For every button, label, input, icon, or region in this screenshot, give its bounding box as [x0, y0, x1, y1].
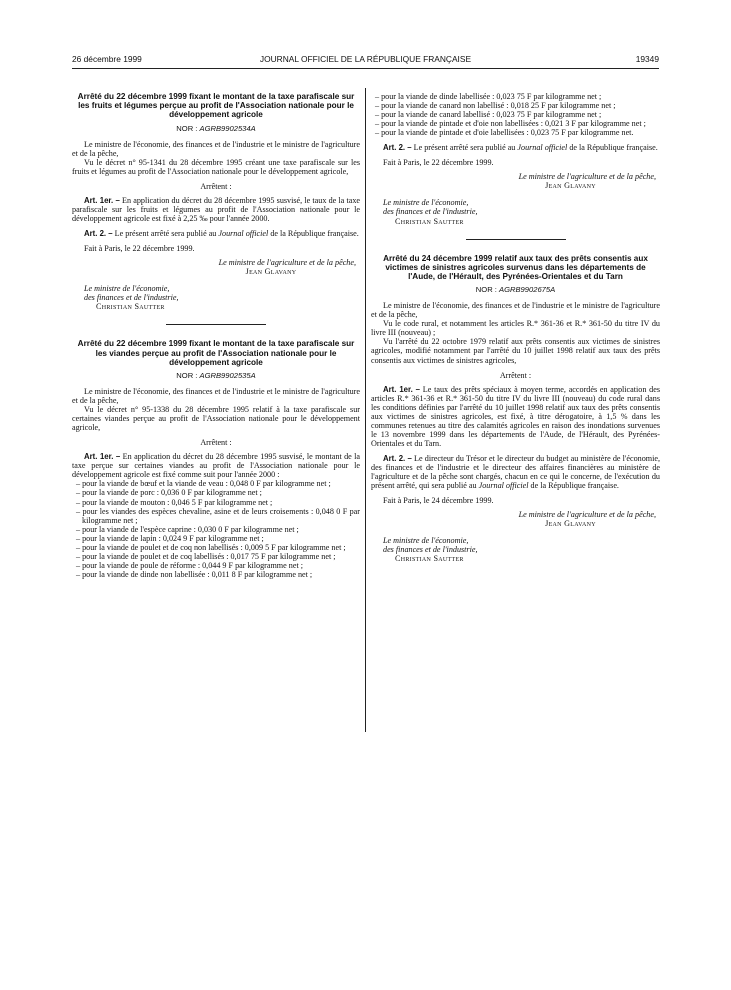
signatory-title: des finances et de l'industrie,	[383, 207, 478, 217]
arretent: Arrêtent :	[200, 438, 232, 448]
article-text: En application du décret du 28 décembre 1995 susvisé, le montant de la taxe perçue sur certaines viandes au profit de l'Association nationale pour le développement agricole est fixé comme suit pour l'année 2000 :	[72, 452, 361, 480]
nor-label: NOR :	[475, 285, 497, 295]
nor-label: NOR :	[176, 370, 198, 380]
signatory-title: Le ministre de l'économie,	[383, 198, 469, 208]
fait-a-paris: Fait à Paris, le 24 décembre 1999.	[383, 496, 494, 506]
rate-text: pour la viande de porc : 0,036 0 F par kilogramme net ;	[82, 488, 262, 498]
article-label: Art. 1er. –	[84, 195, 120, 205]
visa: Vu le décret n° 95-1341 du 28 décembre 1995 créant une taxe parafiscale sur les fruits et légumes au profit de l'Association nationale pour le développement agricole,	[72, 157, 360, 176]
article-2	[371, 143, 660, 152]
section-divider	[466, 239, 566, 240]
signatory-title: des finances et de l'industrie,	[84, 293, 179, 303]
rate-text: pour la viande de dinde labellisée : 0,023 75 F par kilogramme net ;	[381, 92, 602, 101]
article-text: Le directeur du Trésor et le directeur du budget au ministère de l'économie, des finances et de l'industrie et le directeur des affaires financières au ministère de l'agriculture et de la pêche sont chargés, chacun en ce qui le concerne, de l'exécution du présent arrêté, qui sera publié au	[371, 453, 660, 491]
rate-list	[72, 479, 360, 579]
fait-a-paris: Fait à Paris, le 22 décembre 1999.	[383, 158, 494, 168]
decree-title: Arrêté du 22 décembre 1999 fixant le montant de la taxe parafiscale sur les viandes perçue au profit de l'Association nationale pour le développement agricole	[77, 339, 355, 367]
decree-fruits-legumes	[72, 92, 360, 311]
signatory-title: Le ministre de l'agriculture et de la pêche,	[518, 172, 656, 182]
journal-officiel-ref: Journal officiel	[478, 481, 529, 491]
nor-label: NOR :	[176, 123, 198, 133]
article-label: Art. 2. –	[84, 229, 113, 239]
preamble: Le ministre de l'économie, des finances et de l'industrie et le ministre de l'agriculture et de la pêche,	[72, 387, 360, 406]
article-1	[72, 452, 360, 479]
section-divider	[166, 324, 266, 325]
article-text: Le présent arrêté sera publié au	[413, 143, 516, 153]
decree-viandes	[72, 339, 360, 579]
nor-code: AGRB9902535A	[199, 370, 256, 380]
rate-item: – pour la viande de pintade et d'oie labellisées : 0,023 75 F par kilogramme net.	[375, 128, 634, 138]
rate-item: – pour la viande de canard labellisé : 0,023 75 F par kilogramme net ;	[375, 110, 602, 120]
rate-item: – pour la viande de l'espèce caprine : 0,030 0 F par kilogramme net ;	[76, 524, 299, 534]
rate-item: – pour la viande de poulet et de coq labellisés : 0,017 75 F par kilogramme net ;	[76, 551, 336, 561]
visa: Vu l'arrêté du 22 octobre 1979 relatif aux prêts consentis aux victimes de sinistres agricoles, modifié notamment par l'arrêté du 10 juillet 1998 relatif aux taux des prêts consentis aux victimes de sinistres agricoles,	[371, 337, 660, 365]
fait-a-paris: Fait à Paris, le 22 décembre 1999.	[84, 244, 195, 254]
running-header	[72, 54, 659, 68]
preamble: Le ministre de l'économie, des finances et de l'industrie et le ministre de l'agriculture et de la pêche,	[72, 139, 360, 158]
rate-text: pour la viande de pintade et d'oie non labellisées : 0,021 3 F par kilogramme net ;	[381, 119, 646, 129]
left-column	[72, 92, 360, 579]
rate-item: – pour les viandes des espèces chevaline, asine et de leurs croisements : 0,048 0 F par kilogramme net ;	[76, 506, 360, 525]
signatory-title: Le ministre de l'agriculture et de la pêche,	[518, 510, 656, 520]
rate-text: pour la viande de poulet et de coq labellisés : 0,017 75 F par kilogramme net ;	[82, 551, 336, 561]
rate-text: pour la viande de mouton : 0,046 5 F par kilogramme net ;	[82, 497, 273, 507]
signatory-name: Jean Glavany	[245, 267, 297, 277]
nor-code: AGRB9902534A	[199, 123, 256, 133]
nor-code: AGRB9902675A	[499, 285, 556, 295]
article-1	[371, 385, 660, 448]
signatory-title: Le ministre de l'économie,	[84, 284, 170, 294]
article-text: En application du décret du 28 décembre 1995 susvisé, le taux de la taxe parafiscale sur les fruits et légumes au profit de l'Association nationale pour le développement agricole est fixé à 2,25 ‰ pour l'année 2000.	[72, 195, 360, 223]
rate-list-continued	[371, 92, 660, 137]
right-column	[371, 92, 660, 563]
rate-text: pour les viandes des espèces chevaline, asine et de leurs croisements : 0,048 0 F par kilogramme net ;	[82, 506, 360, 525]
article-text: de la République française.	[530, 481, 619, 491]
article-text: Le taux des prêts spéciaux à moyen terme, accordés en application des articles R.* 361-36 et R.* 361-50 du titre IV du livre III (nouveau) du code rural dans les conditions définies par l'arrêté du 10 juillet 1998 relatif aux taux des prêts consentis aux victimes de sinistres agricoles, est fixé, à titre dérogatoire, à 1,5 % dans les communes retenues au titre des calamités agricoles en raison des inondations survenues le 13 novembre 1999 dans les départements de l'Aude, de l'Hérault, des Pyrénées-Orientales et du Tarn.	[371, 384, 660, 448]
header-page-number: 19349	[635, 54, 659, 64]
rate-item: – pour la viande de dinde labellisée : 0,023 75 F par kilogramme net ;	[375, 92, 602, 101]
journal-officiel-ref: Journal officiel	[517, 143, 568, 153]
rate-item: – pour la viande de canard non labellisé : 0,018 25 F par kilogramme net ;	[375, 101, 616, 111]
article-text: Le présent arrêté sera publié au	[114, 229, 217, 239]
visa: Vu le code rural, et notamment les articles R.* 361-36 et R.* 361-50 du titre IV du livre III (nouveau) ;	[371, 319, 660, 338]
rate-text: pour la viande de l'espèce caprine : 0,030 0 F par kilogramme net ;	[82, 524, 299, 534]
nor-reference	[72, 124, 360, 133]
article-label: Art. 2. –	[383, 453, 412, 463]
rate-text: pour la viande de canard labellisé : 0,023 75 F par kilogramme net ;	[381, 110, 602, 120]
rate-item: – pour la viande de pintade et d'oie non labellisées : 0,021 3 F par kilogramme net ;	[375, 119, 646, 129]
signatory-title: Le ministre de l'économie,	[383, 536, 469, 546]
rate-text: pour la viande de poulet et de coq non labellisés : 0,009 5 F par kilogramme net ;	[82, 542, 346, 552]
article-2	[72, 229, 360, 238]
arretent: Arrêtent :	[200, 181, 232, 191]
header-rule	[72, 68, 659, 69]
nor-reference	[72, 371, 360, 380]
decree-prets-sinistres	[371, 254, 660, 564]
rate-item: – pour la viande de poule de réforme : 0,044 9 F par kilogramme net ;	[76, 560, 303, 570]
arretent: Arrêtent :	[499, 370, 532, 380]
header-date: 26 décembre 1999	[72, 54, 142, 64]
decree-title: Arrêté du 24 décembre 1999 relatif aux taux des prêts consentis aux victimes de sinistres agricoles survenus dans les départements de l'Aude, de l'Hérault, des Pyrénées-Orientales et du Tarn	[383, 253, 648, 281]
header-journal-title: JOURNAL OFFICIEL DE LA RÉPUBLIQUE FRANÇAISE	[259, 54, 472, 64]
signatory-name: Christian Sautter	[395, 554, 464, 564]
rate-item: – pour la viande de bœuf et la viande de veau : 0,048 0 F par kilogramme net ;	[76, 479, 331, 489]
rate-text: pour la viande de lapin : 0,024 9 F par kilogramme net ;	[82, 533, 264, 543]
decree-title: Arrêté du 22 décembre 1999 fixant le montant de la taxe parafiscale sur les fruits et légumes perçue au profit de l'Association nationale pour le développement agricole	[77, 92, 355, 120]
article-label: Art. 2. –	[383, 143, 412, 153]
signatory-name: Christian Sautter	[395, 216, 464, 226]
signatory-name: Jean Glavany	[545, 181, 596, 191]
preamble: Le ministre de l'économie, des finances et de l'industrie et le ministre de l'agriculture et de la pêche,	[371, 301, 660, 320]
signatory-title: Le ministre de l'agriculture et de la pêche,	[218, 258, 356, 268]
signatory-name: Jean Glavany	[545, 519, 596, 529]
rate-text: pour la viande de pintade et d'oie labellisées : 0,023 75 F par kilogramme net.	[381, 128, 634, 138]
article-label: Art. 1er. –	[383, 384, 420, 394]
rate-text: pour la viande de bœuf et la viande de veau : 0,048 0 F par kilogramme net ;	[82, 479, 331, 489]
article-2	[371, 454, 660, 490]
journal-officiel-ref: Journal officiel	[218, 229, 269, 239]
signatory-name: Christian Sautter	[96, 302, 165, 312]
rate-item: – pour la viande de lapin : 0,024 9 F par kilogramme net ;	[76, 533, 264, 543]
nor-reference	[371, 285, 660, 294]
visa: Vu le décret n° 95-1338 du 28 décembre 1995 relatif à la taxe parafiscale sur certaines viandes perçue au profit de l'Association nationale pour le développement agricole,	[72, 405, 360, 433]
rate-text: pour la viande de canard non labellisé : 0,018 25 F par kilogramme net ;	[381, 101, 616, 111]
article-label: Art. 1er. –	[84, 452, 121, 462]
rate-item: – pour la viande de dinde non labellisée : 0,011 8 F par kilogramme net ;	[76, 569, 313, 579]
rate-item: – pour la viande de mouton : 0,046 5 F par kilogramme net ;	[76, 497, 273, 507]
column-separator	[365, 88, 366, 732]
article-text: de la République française.	[270, 229, 359, 239]
article-1	[72, 196, 360, 223]
article-text: de la République française.	[569, 143, 658, 153]
rate-item: – pour la viande de poulet et de coq non labellisés : 0,009 5 F par kilogramme net ;	[76, 542, 346, 552]
rate-text: pour la viande de dinde non labellisée : 0,011 8 F par kilogramme net ;	[82, 569, 313, 579]
rate-item: – pour la viande de porc : 0,036 0 F par kilogramme net ;	[76, 488, 262, 498]
signatory-title: des finances et de l'industrie,	[383, 545, 478, 555]
rate-text: pour la viande de poule de réforme : 0,044 9 F par kilogramme net ;	[82, 560, 303, 570]
